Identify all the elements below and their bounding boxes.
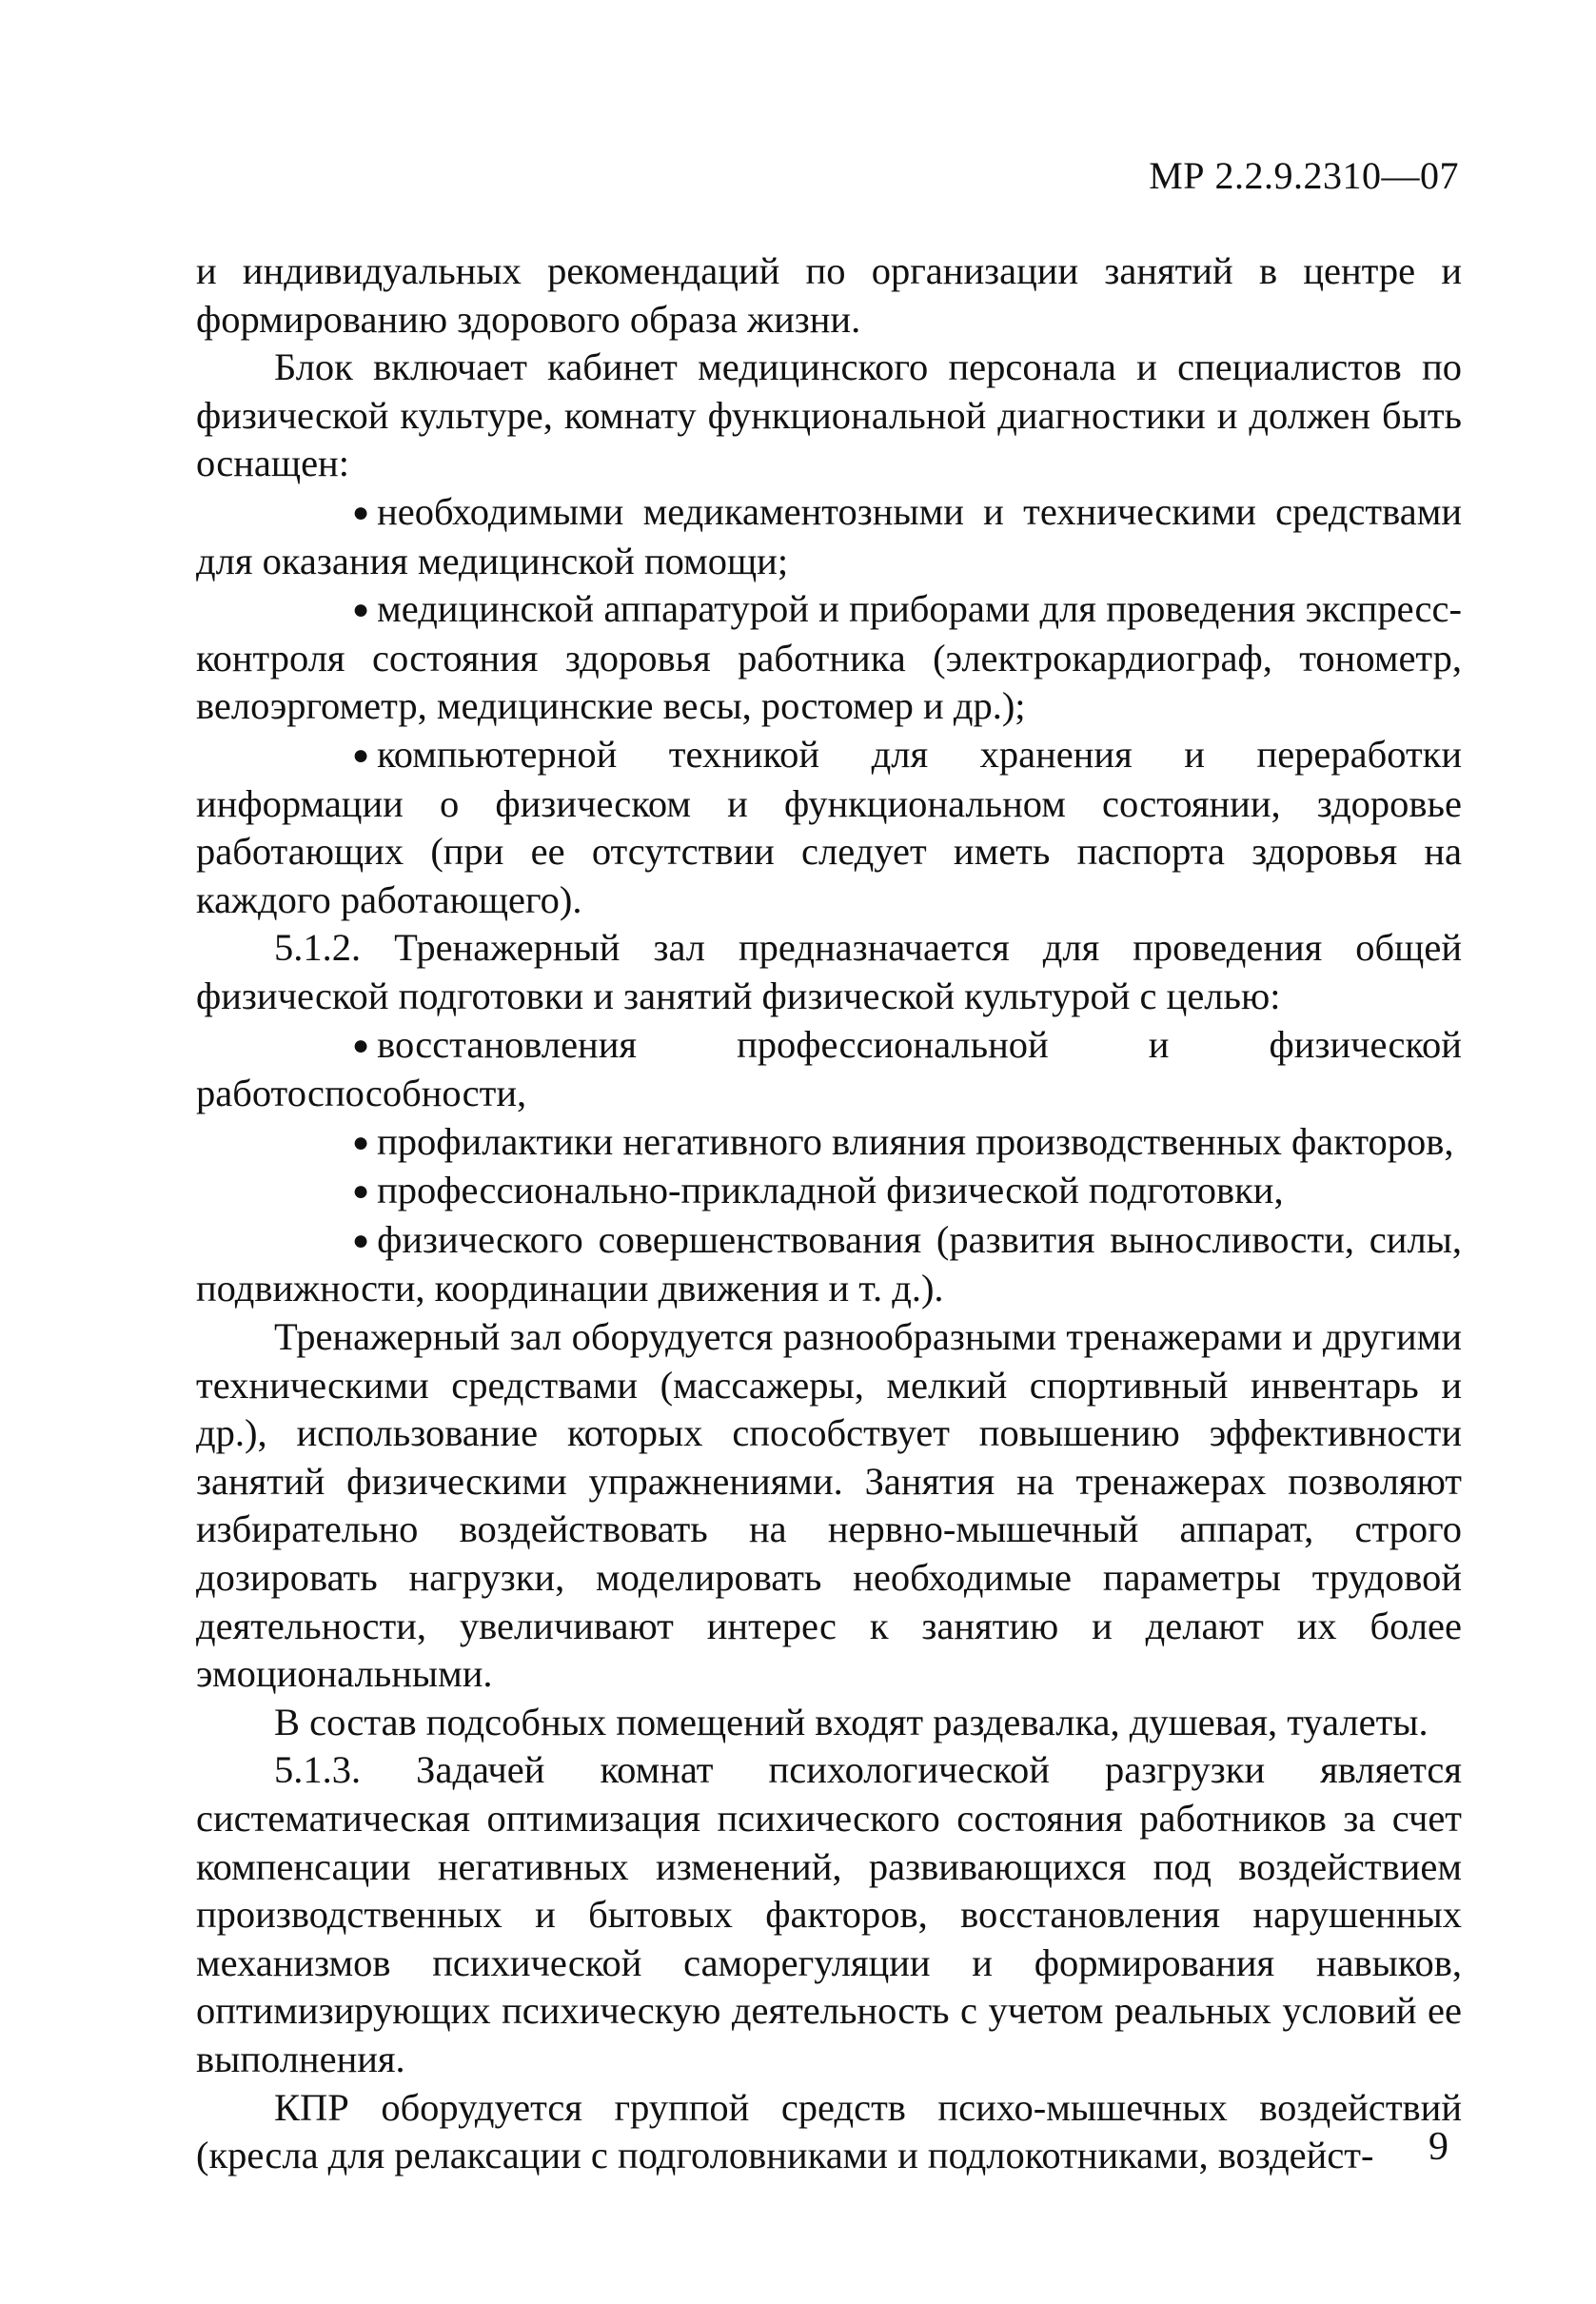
bullet-item: [196, 1167, 1462, 1216]
bullet-icon: ●: [352, 738, 370, 771]
paragraph: [196, 1746, 1462, 2083]
bullet-item: [196, 1021, 1462, 1118]
bullet-icon: ●: [352, 594, 370, 626]
bullet-text: профессионально-прикладной физической подготовки,: [377, 1169, 1284, 1212]
page-number: 9: [1429, 2125, 1448, 2169]
paragraph-continuation: [196, 247, 1462, 344]
paragraph-text: 5.1.2. Тренажерный зал предназначается для проведения общей физической подготовки и занятий физической культурой с целью:: [196, 926, 1462, 1017]
bullet-icon: ●: [352, 496, 370, 528]
paragraph: [196, 1699, 1462, 1747]
paragraph-text: 5.1.3. Задачей комнат психологической разгрузки является систематическая оптимизация психического состояния работников за счет компенсации негативных изменений, развивающихся под воздействием производственных и бытовых факторов, восстановления нарушенных механизмов психической саморегуляции и формирования навыков, оптимизирующих психическую деятельность с учетом реальных условий ее выполнения.: [196, 1748, 1462, 2080]
bullet-icon: ●: [352, 1029, 370, 1061]
paragraph-text: В состав подсобных помещений входят раздевалка, душевая, туалеты.: [274, 1700, 1429, 1743]
paragraph-text: Блок включает кабинет медицинского персонала и специалистов по физической культуре, комнату функциональной диагностики и должен быть оснащен:: [196, 345, 1462, 485]
paragraph-text: Тренажерный зал оборудуется разнообразными тренажерами и другими техническими средствами (массажеры, мелкий спортивный инвентарь и др.), использование которых способствует повышению эффективности занятий физическими упражнениями. Занятия на тренажерах позволяют избирательно воздействовать на нервно-мышечный аппарат, строго дозировать нагрузки, моделировать необходимые параметры трудовой деятельности, увеличивают интерес к занятию и делают их более эмоциональными.: [196, 1315, 1462, 1696]
paragraph: [196, 924, 1462, 1020]
paragraph-text: КПР оборудуется группой средств психо-мышечных воздействий (кресла для релаксации с подголовниками и подлокотниками, воздейст-: [196, 2085, 1462, 2177]
bullet-text: необходимыми медикаментозными и техническими средствами для оказания медицинской помощи;: [196, 489, 1462, 582]
bullet-text: медицинской аппаратурой и приборами для проведения экспресс-контроля состояния здоровья работника (электрокардиограф, тонометр, велоэргометр, медицинские весы, ростомер и др.);: [196, 587, 1462, 728]
document-code-header: МР 2.2.9.2310—07: [1149, 154, 1459, 197]
bullet-text: восстановления профессиональной и физической работоспособности,: [196, 1022, 1462, 1115]
bullet-text: физического совершенствования (развития выносливости, силы, подвижности, координации движения и т. д.).: [196, 1217, 1462, 1310]
bullet-icon: ●: [352, 1224, 370, 1256]
body-text: [196, 247, 1462, 2180]
bullet-item: [196, 1118, 1462, 1168]
paragraph-text: и индивидуальных рекомендаций по организации занятий в центре и формированию здорового образа жизни.: [196, 249, 1462, 341]
bullet-text: компьютерной техникой для хранения и переработки информации о физическом и функциональном состоянии, здоровье работающих (при ее отсутствии следует иметь паспорта здоровья на каждого работающего).: [196, 732, 1462, 921]
bullet-item: [196, 585, 1462, 731]
paragraph: [196, 344, 1462, 488]
paragraph: [196, 2084, 1462, 2180]
bullet-text: профилактики негативного влияния производственных факторов,: [377, 1119, 1454, 1163]
bullet-icon: ●: [352, 1126, 370, 1158]
bullet-item: [196, 488, 1462, 585]
bullet-item: [196, 731, 1462, 924]
bullet-icon: ●: [352, 1175, 370, 1208]
paragraph: [196, 1313, 1462, 1699]
bullet-item: [196, 1216, 1462, 1313]
